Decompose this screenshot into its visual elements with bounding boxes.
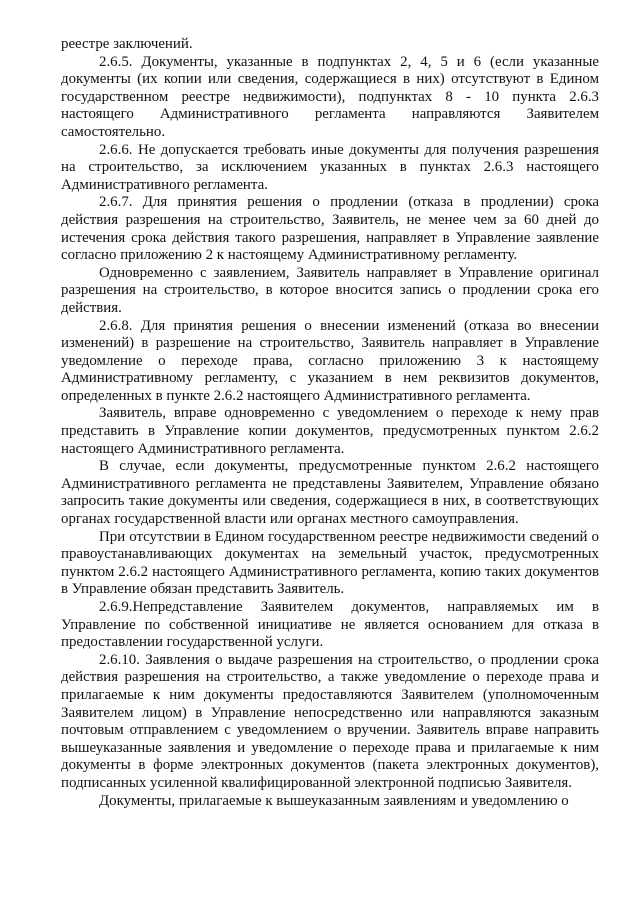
paragraph-2-6-7: 2.6.7. Для принятия решения о продлении (отказа в продлении) срока действия разрешения на строительство, Заявитель, не менее чем за 60 дней до истечения срока действия такого разрешения, направляет в Управление заявление согласно приложению 2 к настоящему Административному регламенту.: [61, 194, 599, 264]
paragraph-2-6-8-absence: При отсутствии в Едином государственном реестре недвижимости сведений о правоустанавливающих документах на земельный участок, предусмотренных пунктом 2.6.2 настоящего Административного регламента, копию таких документов в Управление обязан представить Заявитель.: [61, 528, 599, 598]
document-page: [61, 36, 599, 810]
paragraph-2-6-9: 2.6.9.Непредставление Заявителем документов, направляемых им в Управление по собственной инициативе не является основанием для отказа в предоставлении государственной услуги.: [61, 599, 599, 651]
paragraph-attachments: Документы, прилагаемые к вышеуказанным заявлениям и уведомлению о: [99, 792, 569, 809]
paragraph-2-6-7-original: Одновременно с заявлением, Заявитель направляет в Управление оригинал разрешения на строительство, в которое вносится запись о продлении срока его действия.: [61, 264, 599, 316]
paragraph-2-6-8: 2.6.8. Для принятия решения о внесении изменений (отказа во внесении изменений) в разрешение на строительство, Заявитель направляет в Управление уведомление о переходе права, согласно приложению 3 к настоящему Административному регламенту, с указанием в нем реквизитов документов, определенных в пункте 2.6.2 настоящего Административного регламента.: [61, 317, 599, 404]
paragraph-2-6-10: 2.6.10. Заявления о выдаче разрешения на строительство, о продлении срока действия разрешения на строительство, а также уведомление о переходе права и прилагаемые к ним документы предоставляются Заявителем (уполномоченным Заявителем лицом) в Управление непосредственно или направляются заказным почтовым отправлением с уведомлением о вручении. Заявитель вправе направить вышеуказанные заявления и уведомление о переходе права и прилагаемые к ним документы в форме электронных документов (пакета электронных документов), подписанных усиленной квалифицированной электронной подписью Заявителя.: [61, 651, 599, 791]
paragraph-2-6-8-copies: Заявитель, вправе одновременно с уведомлением о переходе к нему прав представить в Управление копии документов, предусмотренных пунктом 2.6.2 настоящего Административного регламента.: [61, 405, 599, 457]
paragraph-2-6-8-request: В случае, если документы, предусмотренные пунктом 2.6.2 настоящего Административного регламента не представлены Заявителем, Управление обязано запросить такие документы или сведения, содержащиеся в них, в соответствующих органах государственной власти или органах местного самоуправления.: [61, 458, 599, 528]
paragraph-registry-end: реестре заключений.: [61, 36, 193, 52]
paragraph-2-6-6: 2.6.6. Не допускается требовать иные документы для получения разрешения на строительство, за исключением указанных в пунктах 2.6.3 настоящего Административного регламента.: [61, 141, 599, 193]
paragraph-2-6-5: 2.6.5. Документы, указанные в подпунктах 2, 4, 5 и 6 (если указанные документы (их копии или сведения, содержащиеся в них) отсутствуют в Едином государственном реестре недвижимости), подпунктах 8 - 10 пункта 2.6.3 настоящего Административного регламента направляются Заявителем самостоятельно.: [61, 53, 599, 140]
